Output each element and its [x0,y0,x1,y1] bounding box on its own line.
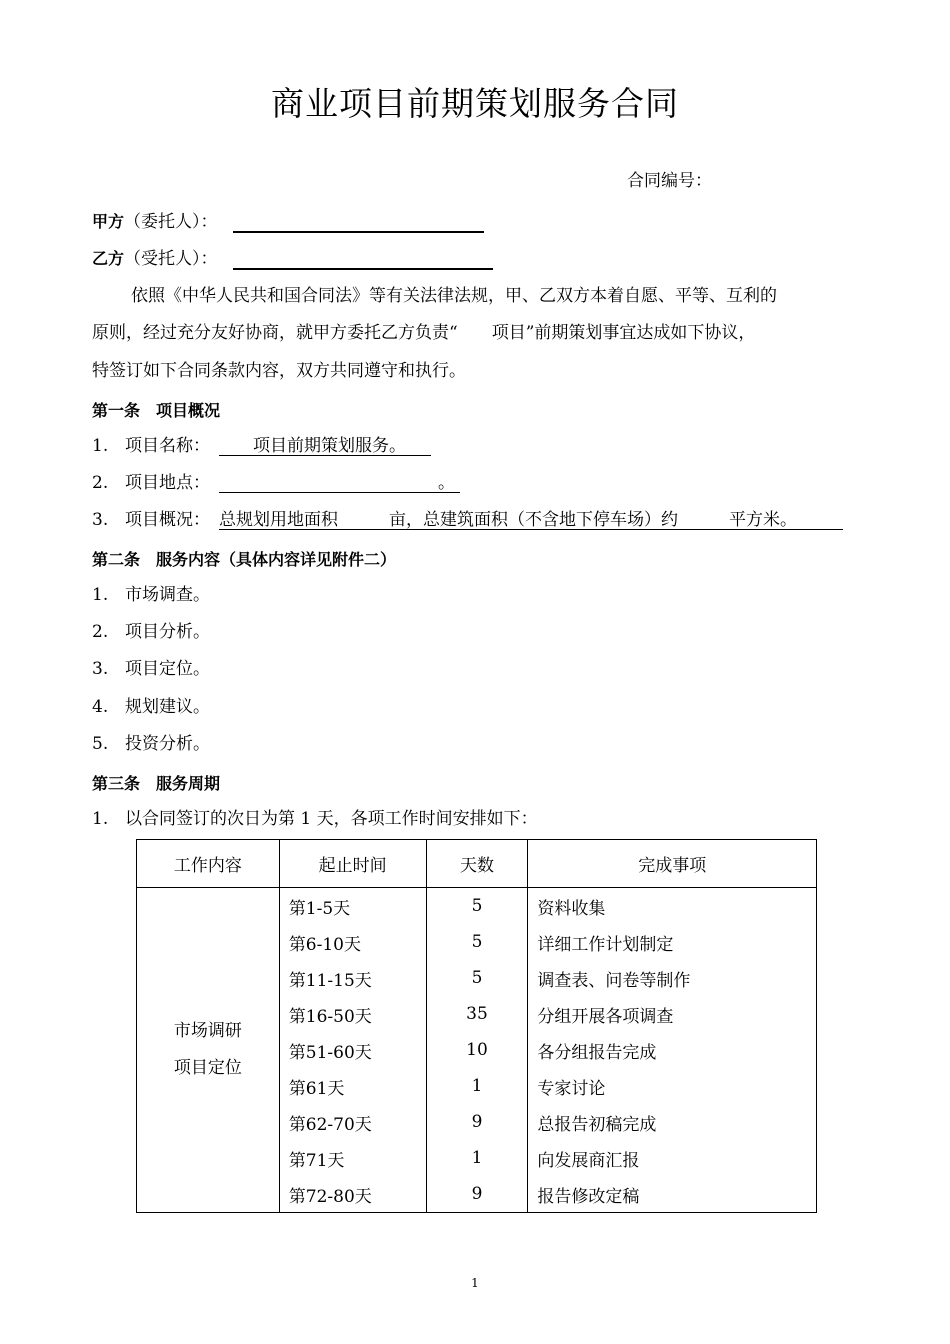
party-a-label-bold: 甲方 [92,212,125,231]
work-content-group [137,888,280,1213]
party-a-label-rest: （委托人）： [124,212,218,232]
days-cell: 5 [426,960,528,996]
days-cell: 9 [426,1104,528,1140]
days-cell: 1 [426,1068,528,1104]
article-2-item-2-text: 项目分析。 [125,622,210,642]
article-1-item-3-label: 项目概况： [125,510,210,530]
group-line-2: 项目定位 [173,1058,242,1078]
article-3-item-1-number: 1. [92,809,109,829]
header-days: 天数 [426,840,528,888]
intro-line-3: 特签订如下合同条款内容，双方共同遵守和执行。 [92,361,466,381]
header-work-content: 工作内容 [137,840,280,888]
article-3-item-1-text: 以合同签订的次日为第 1 天，各项工作时间安排如下： [125,809,538,829]
article-1-item-2-value: 。 [438,473,455,493]
page-number: 1 [471,1276,479,1290]
party-a-label [92,211,218,233]
header-task: 完成事项 [528,840,817,888]
article-1-item-1-label: 项目名称： [125,436,210,456]
item-number: 2. [92,473,109,493]
table-row [137,888,817,925]
article-1-item-3-value: 总规划用地面积 亩，总建筑面积（不含地下停车场）约 平方米。 [219,510,797,530]
project-name-underline [219,455,431,456]
article-2-item-1-number: 1. [92,585,109,605]
period-cell: 第62-70天 [279,1104,426,1140]
schedule-table [136,839,817,1213]
party-b-label [92,248,218,270]
task-cell: 分组开展各项调查 [528,996,817,1032]
party-b-label-bold: 乙方 [92,249,125,268]
days-cell: 9 [426,1176,528,1213]
group-line-1: 市场调研 [173,1021,242,1041]
intro-line-2: 原则，经过充分友好协商，就甲方委托乙方负责“ 项目”前期策划事宜达成如下协议， [92,323,756,343]
task-cell: 资料收集 [528,888,817,925]
article-1-item-1-value: 项目前期策划服务。 [219,436,406,456]
article-2-item-4-number: 4. [92,697,109,717]
article-2-item-5-number: 5. [92,734,109,754]
days-cell: 10 [426,1032,528,1068]
project-location-underline [219,492,460,493]
period-cell: 第71天 [279,1140,426,1176]
task-cell: 调查表、问卷等制作 [528,960,817,996]
article-2-item-3-number: 3. [92,659,109,679]
period-cell: 第6-10天 [279,924,426,960]
document-title: 商业项目前期策划服务合同 [271,84,679,123]
header-period: 起止时间 [279,840,426,888]
article-1-item-3 [92,509,108,531]
item-number: 1. [92,436,109,456]
contract-number-label: 合同编号： [627,171,712,191]
article-2-item-5-text: 投资分析。 [125,734,210,754]
article-1-item-1 [92,435,108,457]
article-2-heading: 第二条 服务内容（具体内容详见附件二） [92,550,397,569]
article-2-item-2-number: 2. [92,622,109,642]
party-a-blank-line [233,231,484,233]
article-1-item-2-label: 项目地点： [125,473,210,493]
period-cell: 第1-5天 [279,888,426,925]
article-1-heading: 第一条 项目概况 [92,401,221,420]
article-1-item-2 [92,472,108,494]
task-cell: 总报告初稿完成 [528,1104,817,1140]
intro-line-1: 依照《中华人民共和国合同法》等有关法律法规，甲、乙双方本着自愿、平等、互利的 [131,286,777,306]
period-cell: 第16-50天 [279,996,426,1032]
project-overview-underline [219,529,843,530]
party-b-label-rest: （受托人）： [124,249,218,269]
article-2-item-3-text: 项目定位。 [125,659,210,679]
days-cell: 1 [426,1140,528,1176]
period-cell: 第61天 [279,1068,426,1104]
table-header-row [137,840,817,888]
days-cell: 5 [426,888,528,925]
task-cell: 报告修改定稿 [528,1176,817,1213]
task-cell: 向发展商汇报 [528,1140,817,1176]
task-cell: 各分组报告完成 [528,1032,817,1068]
days-cell: 5 [426,924,528,960]
period-cell: 第72-80天 [279,1176,426,1213]
item-number: 3. [92,510,109,530]
period-cell: 第51-60天 [279,1032,426,1068]
article-2-item-4-text: 规划建议。 [125,697,210,717]
article-3-heading: 第三条 服务周期 [92,774,221,793]
party-b-blank-line [233,268,493,270]
article-2-item-1-text: 市场调查。 [125,585,210,605]
period-cell: 第11-15天 [279,960,426,996]
task-cell: 详细工作计划制定 [528,924,817,960]
task-cell: 专家讨论 [528,1068,817,1104]
days-cell: 35 [426,996,528,1032]
